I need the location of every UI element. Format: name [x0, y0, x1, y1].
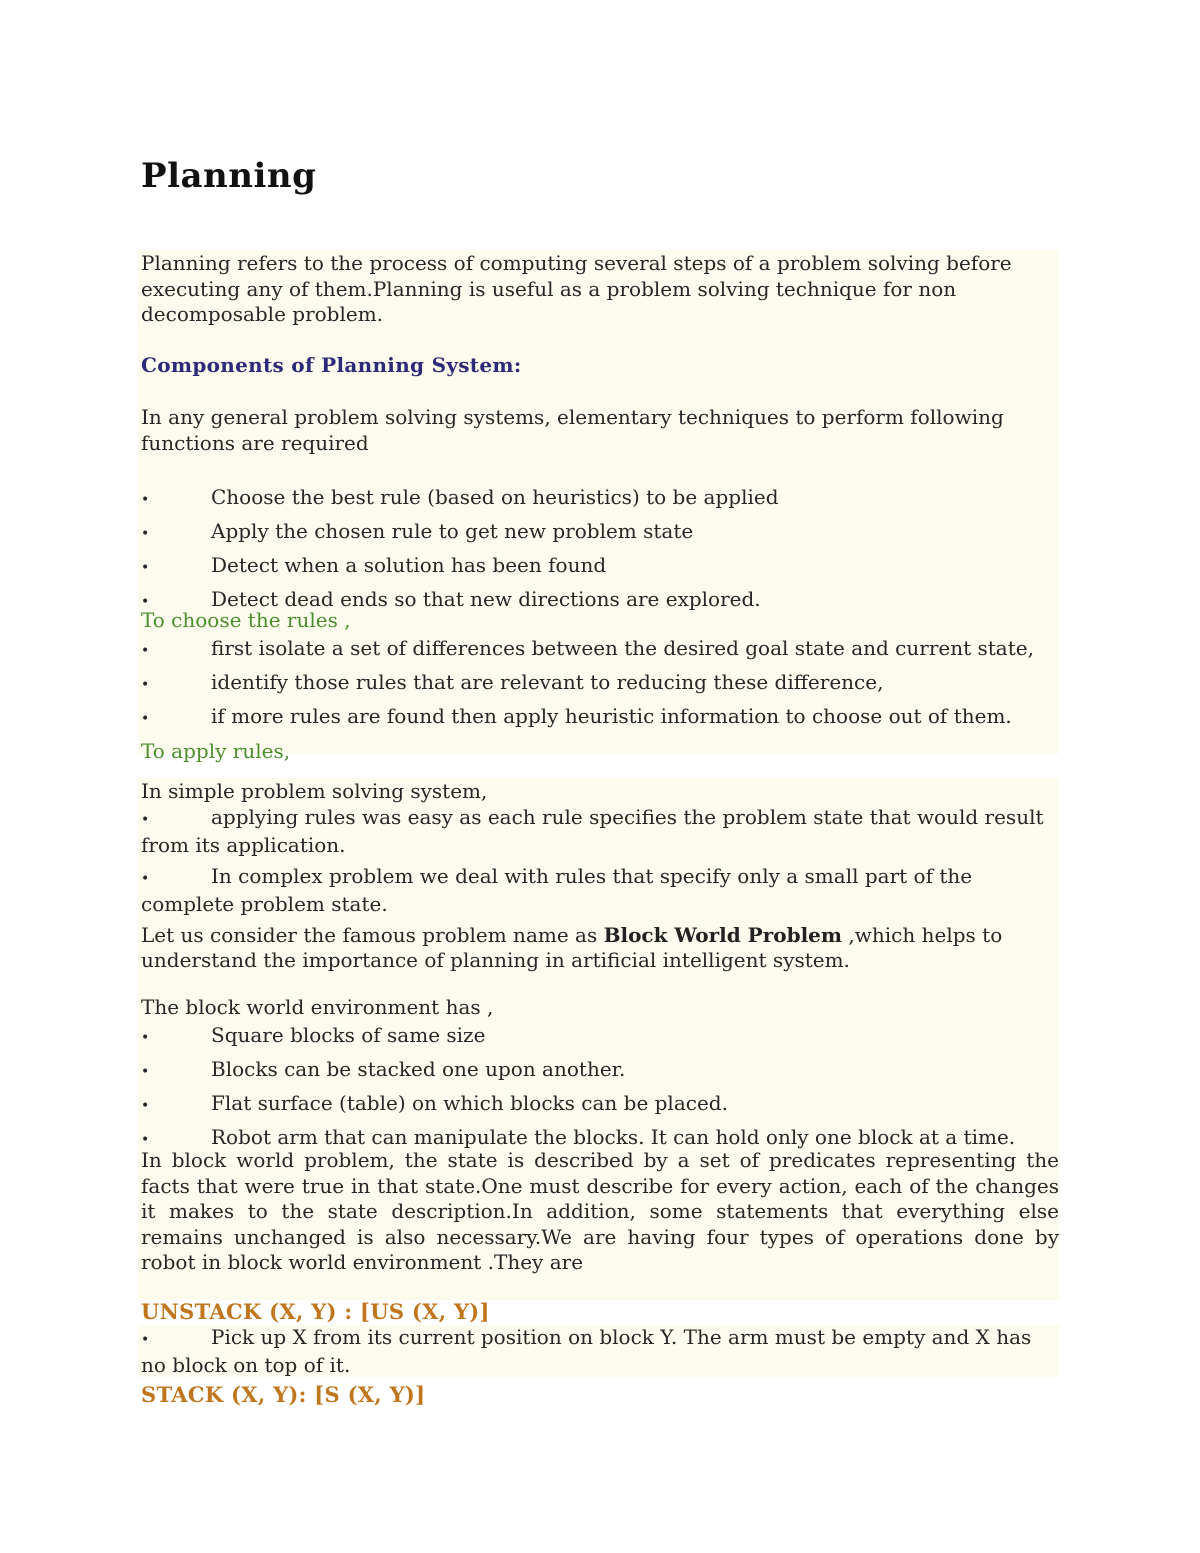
- bullet-icon: •: [141, 1030, 150, 1046]
- list-item: • Blocks can be stacked one upon another.: [141, 1054, 1059, 1088]
- list-item: • Apply the chosen rule to get new problem state: [141, 516, 1059, 550]
- choose-rules-block: [141, 608, 1059, 765]
- bullet-icon: •: [141, 711, 150, 727]
- choose-rules-heading: To choose the rules ,: [141, 608, 351, 632]
- list-item: • Robot arm that can manipulate the blocks. It can hold only one block at a time.: [141, 1122, 1059, 1156]
- environment-list: [141, 1020, 1059, 1156]
- components-block: [141, 353, 1059, 379]
- state-paragraph: In block world problem, the state is described by a set of predicates representing the facts that were true in that state.One must describe for every action, each of the changes it makes to the state description.In addition, some statements that everything else remains unchanged is also necessary.We are having four types of operations done by robot in block world environment .They are: [141, 1148, 1059, 1274]
- list-item: • Choose the best rule (based on heuristics) to be applied: [141, 482, 1059, 516]
- components-intro: In any general problem solving systems, elementary techniques to perform following functions are required: [141, 405, 1004, 455]
- environment-intro: The block world environment has ,: [141, 995, 494, 1019]
- page-title: Planning: [141, 156, 317, 196]
- block-world-term: Block World Problem: [603, 922, 843, 947]
- functions-list: [141, 482, 1059, 618]
- stack-block: [141, 1382, 1059, 1408]
- bullet-icon: •: [141, 811, 150, 828]
- stack-heading: STACK (X, Y): [S (X, Y)]: [141, 1382, 426, 1407]
- list-item: • Detect when a solution has been found: [141, 550, 1059, 584]
- bullet-icon: •: [141, 1064, 150, 1080]
- bullet-icon: •: [141, 677, 150, 693]
- list-item: • identify those rules that are relevant to reducing these difference,: [141, 667, 1059, 701]
- components-intro-block: [141, 405, 1059, 456]
- state-block: [141, 1148, 1059, 1276]
- bullet-icon: •: [141, 526, 150, 542]
- apply-rules-heading: To apply rules,: [141, 739, 291, 763]
- list-item: • first isolate a set of differences between the desired goal state and current state,: [141, 633, 1059, 667]
- list-item: • Square blocks of same size: [141, 1020, 1059, 1054]
- intro-paragraph: Planning refers to the process of computing several steps of a problem solving before executing any of them.Planning is useful as a problem solving technique for non decomposable problem.: [141, 251, 1012, 326]
- list-item: • Detect dead ends so that new directions are explored.: [141, 584, 1059, 618]
- simple-system-block: [141, 779, 1059, 974]
- bullet-icon: •: [141, 492, 150, 508]
- unstack-block: [141, 1299, 1059, 1379]
- list-item: • Flat surface (table) on which blocks can be placed.: [141, 1088, 1059, 1122]
- intro-block: [141, 251, 1059, 328]
- bullet-icon: •: [141, 1098, 150, 1114]
- list-item: • applying rules was easy as each rule specifies the problem state that would result from its application.: [141, 804, 1044, 857]
- list-item: • In complex problem we deal with rules that specify only a small part of the complete problem state.: [141, 863, 973, 916]
- bullet-icon: •: [141, 594, 150, 610]
- bullet-icon: •: [141, 560, 150, 576]
- bullet-icon: •: [141, 643, 150, 659]
- components-heading: Components of Planning System:: [141, 353, 522, 377]
- list-item: • Pick up X from its current position on block Y. The arm must be empty and X has no block on top of it.: [141, 1324, 1032, 1377]
- simple-intro: In simple problem solving system,: [141, 779, 488, 803]
- environment-block: [141, 995, 1059, 1021]
- block-world-paragraph: Let us consider the famous problem name as Block World Problem ,which helps to understand the importance of planning in artificial intelligent system.: [141, 922, 1003, 972]
- bullet-icon: •: [141, 870, 150, 887]
- bullet-icon: •: [141, 1132, 150, 1148]
- bullet-icon: •: [141, 1331, 150, 1348]
- unstack-heading: UNSTACK (X, Y) : [US (X, Y)]: [141, 1299, 490, 1324]
- list-item: • if more rules are found then apply heuristic information to choose out of them.: [141, 701, 1059, 735]
